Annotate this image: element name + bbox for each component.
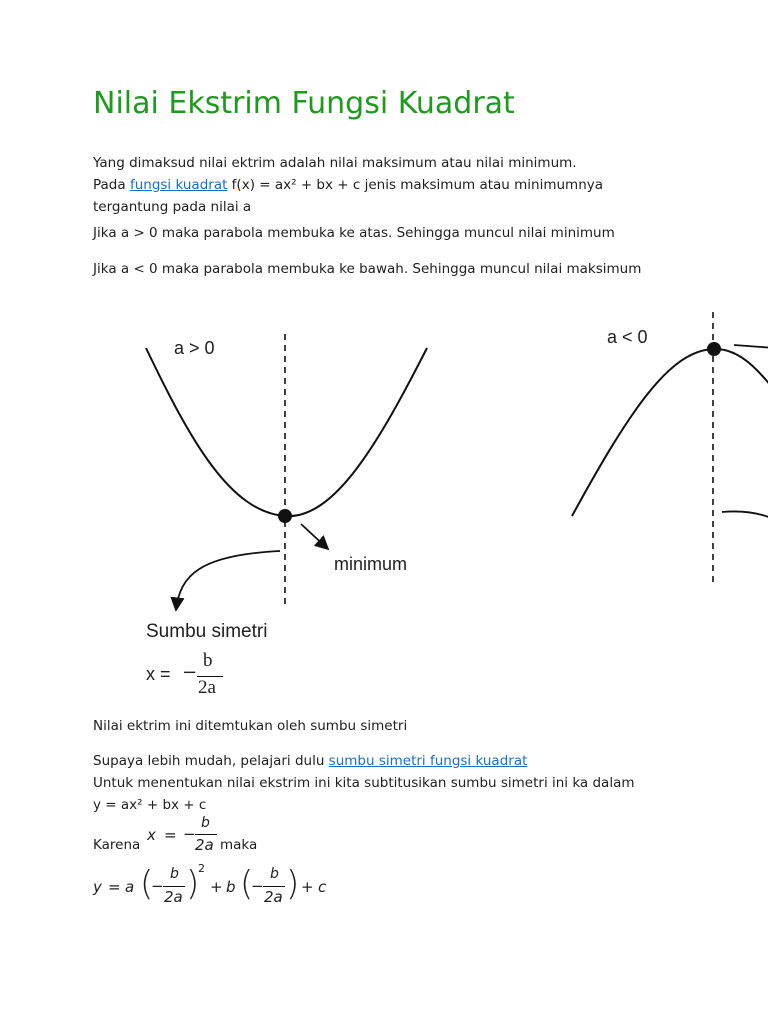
label-minimum: minimum (334, 554, 408, 574)
extreme-paragraph: Nilai ektrim ini ditemtukan oleh sumbu simetri (93, 718, 408, 734)
case-positive-paragraph: Jika a > 0 maka parabola membuka ke atas. Sehingga muncul nilai minimum (93, 225, 615, 241)
eq1-num: b (201, 815, 210, 831)
eq2-plus1: + (210, 878, 223, 896)
maximum-arrow (734, 345, 768, 348)
parabola-down (572, 349, 768, 516)
definition-paragraph-cont: tergantung pada nilai a (93, 199, 252, 215)
text: Supaya lebih mudah, pelajari dulu (93, 753, 329, 769)
eq2-den2: 2a (264, 888, 283, 906)
eq1-sign: − (183, 825, 196, 843)
formula-denominator: 2a (198, 677, 216, 698)
eq2-a: a (125, 878, 135, 896)
eq2-exponent: 2 (198, 862, 205, 875)
eq2-bar1 (163, 886, 185, 887)
eq2-plus2: + (301, 878, 314, 896)
definition-paragraph (93, 174, 603, 196)
intro-paragraph: Yang dimaksud nilai ektrim adalah nilai maksimum atau nilai minimum. (93, 155, 577, 171)
symmetry-arrow-right (722, 511, 768, 522)
eq2-c: c (318, 878, 327, 896)
eq2-num2: b (270, 866, 279, 882)
symmetry-arrow (176, 551, 280, 610)
paren-open-2: ( (240, 864, 254, 904)
parabola-up (146, 348, 427, 516)
formula-numerator: b (203, 650, 213, 671)
substitute-paragraph: Untuk menentukan nilai ekstrim ini kita subtitusikan sumbu simetri ini ka dalam (93, 775, 635, 791)
maka-text: maka (220, 837, 258, 853)
formula-lhs: x = (146, 664, 171, 684)
paren-open: ( (140, 864, 154, 904)
label-a-positive: a > 0 (174, 338, 215, 358)
parabola-figure (0, 300, 768, 720)
eq1-lhs: x (147, 826, 156, 844)
eq1-bar (195, 834, 217, 835)
case-negative-paragraph: Jika a < 0 maka parabola membuka ke bawah. Sehingga muncul nilai maksimum (93, 261, 642, 277)
eq2-num1: b (170, 866, 179, 882)
equation-paragraph: y = ax² + bx + c (93, 797, 207, 813)
link-sumbu-simetri[interactable]: sumbu simetri fungsi kuadrat (328, 753, 528, 769)
paren-close-2: ) (286, 864, 300, 904)
text: f(x) = ax² + bx + c jenis maksimum atau minimumnya (227, 177, 604, 193)
eq2-eq: = (108, 878, 121, 896)
label-a-negative: a < 0 (607, 327, 648, 347)
maximum-point (707, 342, 721, 356)
minimum-point (278, 509, 292, 523)
suggestion-paragraph (93, 750, 527, 772)
eq2-y: y (93, 878, 102, 896)
link-fungsi-kuadrat[interactable]: fungsi kuadrat (129, 177, 228, 193)
eq1-eq: = (164, 826, 177, 844)
label-sumbu-simetri: Sumbu simetri (146, 621, 268, 642)
eq2-sign2: − (251, 877, 264, 895)
karena-text: Karena (93, 837, 141, 853)
eq2-sign1: − (151, 877, 164, 895)
minimum-arrow (301, 524, 328, 549)
formula-sign: − (182, 662, 198, 683)
text: Pada (93, 177, 130, 193)
eq2-bar2 (263, 886, 285, 887)
paren-close: ) (186, 864, 200, 904)
eq1-den: 2a (195, 836, 214, 854)
page-title: Nilai Ekstrim Fungsi Kuadrat (93, 86, 515, 121)
eq2-b: b (226, 878, 236, 896)
eq2-den1: 2a (164, 888, 183, 906)
